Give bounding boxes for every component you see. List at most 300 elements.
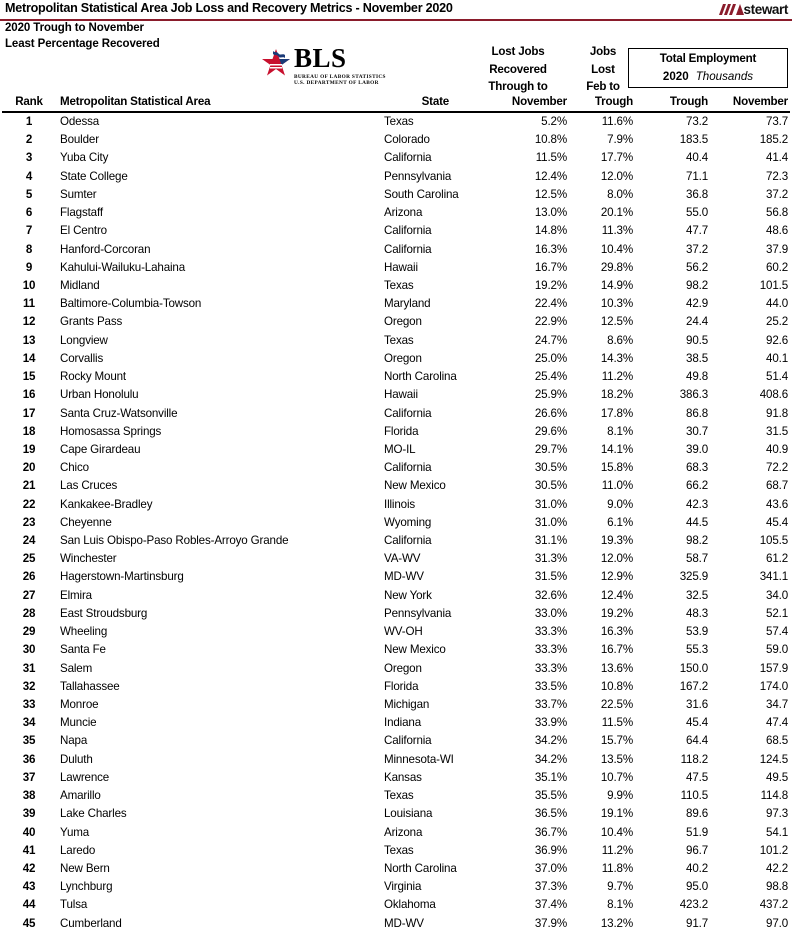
cell-recovered: 33.3% [534,625,567,639]
cell-state: Indiana [384,716,421,730]
cell-jobs-lost: 10.4% [600,825,633,839]
cell-jobs-lost: 7.9% [607,133,633,147]
table-row[interactable] [0,460,792,478]
cell-recovered: 37.4% [534,898,567,912]
cell-november: 37.2 [766,187,788,201]
cell-november: 341.1 [759,570,788,584]
column-header-rank: Rank [15,95,43,108]
cell-november: 59.0 [766,643,788,657]
cell-trough: 64.4 [686,734,708,748]
table-row[interactable] [0,169,792,187]
cell-rank: 9 [25,260,33,274]
cell-trough: 118.2 [680,752,708,766]
table-row[interactable] [0,843,792,861]
cell-state: Florida [384,679,419,693]
cell-jobs-lost: 10.7% [600,770,633,784]
cell-jobs-lost: 12.0% [600,169,633,183]
cell-state: New Mexico [384,479,446,493]
cell-state: Minnesota-WI [384,752,454,766]
table-row[interactable] [0,205,792,223]
cell-jobs-lost: 15.7% [600,734,633,748]
cell-november: 42.2 [766,861,788,875]
cell-msa: Elmira [60,588,92,602]
cell-jobs-lost: 11.3% [601,224,633,238]
header-line-3: Feb to [586,80,620,93]
table-row[interactable] [0,569,792,587]
cell-msa: East Stroudsburg [60,606,148,620]
cell-trough: 58.7 [686,552,708,566]
cell-rank: 3 [25,151,33,165]
cell-state: Virginia [384,880,422,894]
cell-trough: 36.8 [686,187,708,201]
cell-msa: Midland [60,278,100,292]
table-row[interactable] [0,442,792,460]
cell-rank: 1 [25,115,33,128]
table-row[interactable] [0,642,792,660]
cell-msa: State College [60,169,128,183]
cell-recovered: 22.4% [534,297,567,311]
cell-recovered: 35.5% [534,789,567,803]
table-row[interactable] [0,897,792,915]
cell-jobs-lost: 15.8% [600,461,633,475]
cell-rank: 2 [25,133,33,147]
table-row[interactable] [0,551,792,569]
cell-jobs-lost: 8.6% [607,333,633,347]
cell-rank: 6 [25,206,33,220]
cell-november: 97.3 [766,807,788,821]
cell-trough: 42.9 [686,297,708,311]
cell-jobs-lost: 16.3% [600,625,633,639]
cell-trough: 98.2 [686,278,708,292]
cell-november: 34.7 [766,698,788,711]
cell-november: 92.6 [766,333,788,347]
table-row[interactable] [0,733,792,751]
cell-state: North Carolina [384,861,457,875]
cell-november: 91.8 [766,406,788,420]
cell-state: Florida [384,424,419,438]
cell-jobs-lost: 6.1% [607,515,633,529]
cell-state: California [384,406,432,420]
cell-msa: Corvallis [60,351,104,365]
cell-rank: 37 [22,770,36,784]
cell-november: 61.2 [766,552,788,566]
cell-rank: 26 [22,570,36,584]
cell-recovered: 29.7% [534,442,567,456]
table-row[interactable] [0,679,792,697]
column-header-trough: Trough [669,95,708,108]
cell-recovered: 19.2% [534,278,567,292]
cell-november: 68.7 [766,479,788,493]
table-row[interactable] [0,314,792,332]
table-row[interactable] [0,770,792,788]
cell-november: 114.8 [760,789,788,803]
cell-msa: El Centro [60,224,107,238]
cell-jobs-lost: 11.5% [601,716,633,730]
cell-rank: 41 [22,843,36,857]
cell-msa: Flagstaff [60,206,103,220]
cell-msa: Homosassa Springs [60,424,162,438]
cell-recovered: 16.3% [534,242,567,256]
table-row[interactable] [0,515,792,533]
cell-rank: 32 [22,679,36,693]
header-rule [2,111,790,113]
table-row[interactable] [0,351,792,369]
cell-jobs-lost: 9.7% [607,880,633,894]
cell-msa: Santa Fe [60,643,106,657]
cell-state: MO-IL [384,442,416,456]
table-body [0,114,792,934]
cell-msa: Lawrence [60,770,110,784]
total-employment-year: 2020 [662,70,689,83]
cell-msa: Laredo [60,843,96,857]
cell-jobs-lost: 17.8% [600,406,633,420]
cell-state: Michigan [384,698,430,711]
cell-state: Oregon [384,351,422,365]
cell-trough: 68.3 [686,461,708,475]
cell-msa: Yuma [60,825,90,839]
cell-state: California [384,534,432,548]
cell-msa: Hanford-Corcoran [60,242,151,256]
cell-rank: 19 [22,442,36,456]
cell-state: Hawaii [384,388,418,402]
cell-trough: 55.0 [686,206,708,220]
cell-jobs-lost: 11.8% [601,861,633,875]
cell-trough: 24.4 [686,315,708,329]
cell-trough: 55.3 [686,643,708,657]
cell-msa: Amarillo [60,789,101,803]
cell-jobs-lost: 29.8% [600,260,633,274]
cell-jobs-lost: 14.3% [600,351,633,365]
cell-msa: Tallahassee [60,679,120,693]
header-line-1: Jobs [589,45,617,58]
column-header-november: November [732,95,788,108]
cell-state: California [384,461,432,475]
cell-november: 34.0 [766,588,788,602]
cell-state: New Mexico [384,643,446,657]
table-row[interactable] [0,624,792,642]
cell-state: Texas [384,843,414,857]
cell-recovered: 33.3% [534,643,567,657]
cell-msa: Salem [60,661,93,675]
table-row[interactable] [0,333,792,351]
cell-rank: 7 [25,224,33,238]
cell-rank: 44 [22,898,36,912]
cell-rank: 13 [22,333,36,347]
cell-jobs-lost: 19.3% [600,534,633,548]
cell-state: North Carolina [384,370,457,384]
cell-trough: 66.2 [686,479,708,493]
cell-msa: Monroe [60,698,99,711]
brand-name: stewart [743,2,788,17]
cell-jobs-lost: 8.0% [607,187,633,201]
cell-rank: 11 [23,297,35,311]
table-row[interactable] [0,223,792,241]
column-header-lost: Trough [594,95,633,108]
cell-november: 124.5 [759,752,788,766]
table-row[interactable] [0,661,792,679]
cell-trough: 32.5 [686,588,708,602]
cell-recovered: 12.5% [534,187,567,201]
cell-state: VA-WV [384,552,421,566]
cell-msa: Santa Cruz-Watsonville [60,406,178,420]
table-row[interactable] [0,478,792,496]
cell-trough: 53.9 [686,625,708,639]
cell-recovered: 31.0% [534,497,567,511]
cell-msa: Tulsa [60,898,88,912]
column-header-recovered: November [511,95,567,108]
cell-state: Arizona [384,825,423,839]
cell-state: Pennsylvania [384,606,452,620]
cell-trough: 48.3 [686,606,708,620]
cell-msa: Sumter [60,187,97,201]
cell-jobs-lost: 10.3% [600,297,633,311]
cell-november: 72.2 [766,461,788,475]
cell-trough: 91.7 [686,916,708,930]
cell-rank: 38 [22,789,36,803]
table-row[interactable] [0,879,792,897]
cell-recovered: 31.3% [534,552,567,566]
cell-msa: Kankakee-Bradley [60,497,153,511]
table-row[interactable] [0,715,792,733]
table-row[interactable] [0,387,792,405]
table-row[interactable] [0,697,792,715]
cell-msa: Odessa [60,115,100,128]
cell-recovered: 22.9% [534,315,567,329]
cell-november: 48.6 [766,224,788,238]
slashes-icon [721,4,743,15]
table-row[interactable] [0,806,792,824]
cell-trough: 40.2 [686,861,708,875]
cell-trough: 45.4 [686,716,708,730]
cell-rank: 17 [22,406,36,420]
table-row[interactable] [0,187,792,205]
cell-rank: 39 [22,807,36,821]
caret-icon [736,4,744,15]
cell-jobs-lost: 12.0% [600,552,633,566]
cell-recovered: 30.5% [534,461,567,475]
cell-msa: Lake Charles [60,807,127,821]
cell-jobs-lost: 12.4% [600,588,633,602]
cell-state: New York [384,588,432,602]
cell-rank: 24 [22,534,36,548]
cell-jobs-lost: 8.1% [607,898,633,912]
cell-recovered: 10.8% [534,133,567,147]
cell-trough: 47.5 [686,770,708,784]
cell-november: 54.1 [766,825,788,839]
cell-state: Pennsylvania [384,169,452,183]
cell-msa: Muncie [60,716,97,730]
cell-rank: 23 [22,515,36,529]
cell-recovered: 33.9% [534,716,567,730]
cell-state: Hawaii [384,260,418,274]
table-row[interactable] [0,788,792,806]
cell-msa: Las Cruces [60,479,118,493]
cell-msa: Baltimore-Columbia-Towson [60,297,202,311]
cell-rank: 12 [22,315,36,329]
table-row[interactable] [0,296,792,314]
cell-november: 73.7 [766,115,788,128]
cell-rank: 43 [22,880,36,894]
cell-jobs-lost: 13.5% [600,752,633,766]
cell-state: Maryland [384,297,431,311]
table-row[interactable] [0,533,792,551]
cell-trough: 40.4 [686,151,708,165]
cell-recovered: 34.2% [534,734,567,748]
cell-msa: Rocky Mount [60,370,127,384]
cell-rank: 8 [25,242,33,256]
table-row[interactable] [0,278,792,296]
header-line-2: Recovered [489,62,547,76]
cell-rank: 14 [22,351,36,365]
cell-rank: 15 [22,370,36,384]
table-row[interactable] [0,369,792,387]
cell-november: 41.4 [766,151,788,165]
cell-state: California [384,734,432,748]
cell-rank: 16 [22,388,36,402]
cell-rank: 21 [22,479,36,493]
table-row[interactable] [0,114,792,132]
cell-recovered: 33.0% [534,606,567,620]
cell-november: 44.0 [766,297,788,311]
header-line-1: Lost Jobs [491,45,545,58]
cell-rank: 28 [22,606,36,620]
cell-recovered: 25.0% [534,351,567,365]
table-row[interactable] [0,150,792,168]
cell-recovered: 14.8% [534,224,567,238]
table-row[interactable] [0,916,792,934]
cell-rank: 40 [22,825,36,839]
cell-msa: Kahului-Wailuku-Lahaina [60,260,186,274]
cell-recovered: 31.0% [534,515,567,529]
cell-jobs-lost: 8.1% [607,424,633,438]
cell-trough: 47.7 [686,224,708,238]
cell-trough: 51.9 [686,825,708,839]
cell-jobs-lost: 12.9% [600,570,633,584]
table-row[interactable] [0,825,792,843]
cell-trough: 39.0 [686,442,708,456]
cell-state: Colorado [384,133,430,147]
subtitle-period: 2020 Trough to November [5,22,144,34]
total-employment-units: Thousands [695,70,754,83]
table-row[interactable] [0,424,792,442]
cell-november: 185.2 [759,133,788,147]
cell-rank: 10 [22,278,36,292]
cell-state: MD-WV [384,570,424,584]
cell-jobs-lost: 11.2% [601,370,633,384]
cell-msa: Cape Girardeau [60,442,141,456]
cell-msa: Duluth [60,752,93,766]
table-row[interactable] [0,588,792,606]
table-row[interactable] [0,606,792,624]
cell-state: Wyoming [384,515,432,529]
cell-recovered: 37.0% [534,861,567,875]
cell-rank: 42 [22,861,36,875]
cell-recovered: 31.1% [534,534,567,548]
cell-msa: Napa [60,734,88,748]
cell-msa: Yuba City [60,151,109,165]
cell-trough: 150.0 [679,661,708,675]
cell-rank: 45 [22,916,36,930]
cell-recovered: 36.5% [534,807,567,821]
cell-trough: 71.1 [686,169,708,183]
cell-recovered: 34.2% [534,752,567,766]
cell-rank: 33 [22,698,36,711]
cell-state: California [384,151,432,165]
table-row[interactable] [0,752,792,770]
cell-rank: 30 [22,643,36,657]
cell-trough: 95.0 [686,880,708,894]
total-employment-title: Total Employment [659,52,757,65]
cell-state: Oklahoma [384,898,436,912]
cell-november: 72.3 [766,169,788,183]
table-row[interactable] [0,242,792,260]
cell-msa: Winchester [60,552,117,566]
cell-state: California [384,224,432,238]
cell-state: Texas [384,333,414,347]
cell-rank: 29 [22,625,36,639]
cell-jobs-lost: 13.2% [600,916,633,930]
cell-msa: Boulder [60,133,99,147]
table-row[interactable] [0,497,792,515]
cell-november: 43.6 [766,497,788,511]
cell-november: 49.5 [766,770,788,784]
bls-subtitle-department: U.S. DEPARTMENT OF LABOR [294,80,379,86]
cell-november: 45.4 [766,515,788,529]
cell-jobs-lost: 19.1% [600,807,633,821]
cell-jobs-lost: 18.2% [600,388,633,402]
cell-trough: 89.6 [686,807,708,821]
table-row[interactable] [0,132,792,150]
cell-trough: 37.2 [686,242,708,256]
cell-recovered: 24.7% [534,333,567,347]
cell-rank: 4 [25,169,33,183]
subtitle-sort: Least Percentage Recovered [5,38,160,50]
table-row[interactable] [0,861,792,879]
cell-november: 437.2 [759,898,788,912]
cell-jobs-lost: 11.2% [601,843,633,857]
cell-msa: New Bern [60,861,110,875]
cell-recovered: 29.6% [534,424,567,438]
cell-jobs-lost: 16.7% [600,643,633,657]
cell-trough: 325.9 [679,570,708,584]
cell-jobs-lost: 14.1% [600,442,633,456]
cell-trough: 73.2 [686,115,708,128]
cell-jobs-lost: 17.7% [600,151,633,165]
cell-recovered: 5.2% [541,115,567,128]
cell-recovered: 26.6% [534,406,567,420]
cell-recovered: 30.5% [534,479,567,493]
cell-msa: San Luis Obispo-Paso Robles-Arroyo Grande [60,534,289,548]
cell-recovered: 36.9% [534,843,567,857]
cell-rank: 35 [22,734,36,748]
table-row[interactable] [0,406,792,424]
cell-jobs-lost: 9.0% [607,497,633,511]
cell-jobs-lost: 9.9% [607,789,633,803]
cell-recovered: 35.1% [534,770,567,784]
cell-trough: 31.6 [686,698,708,711]
stewart-logo [721,2,788,17]
column-header-state: State [421,95,449,108]
cell-trough: 110.5 [680,789,708,803]
cell-recovered: 37.3% [534,880,567,894]
table-row[interactable] [0,260,792,278]
cell-recovered: 25.9% [534,388,567,402]
title-band [0,0,792,21]
cell-trough: 42.3 [686,497,708,511]
table-header-row [0,94,792,112]
cell-november: 52.1 [766,606,788,620]
cell-rank: 36 [22,752,36,766]
